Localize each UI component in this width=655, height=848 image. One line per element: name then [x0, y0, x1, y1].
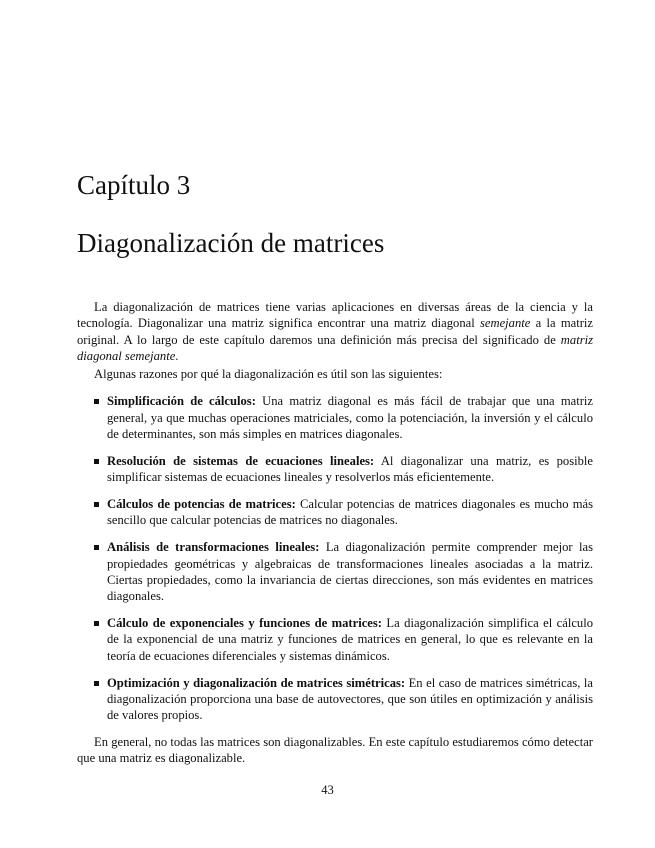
reason-text: Calcular potencias de matrices diagonales es mucho más sencillo que calcular potencias de matrices no diagonales.: [107, 497, 594, 528]
bullet-icon: [94, 545, 99, 550]
intro-text-3: .: [175, 348, 179, 363]
chapter-body: [77, 299, 593, 767]
reason-title: Resolución de sistemas de ecuaciones lineales:: [107, 453, 375, 468]
intro-emphasis-matriz-diagonal: matriz diagonal semejante: [77, 332, 593, 363]
bullet-icon: [94, 502, 99, 507]
bullet-icon: [94, 399, 99, 404]
reasons-intro: Algunas razones por qué la diagonalización es útil son las siguientes:: [94, 367, 443, 382]
list-item: [77, 539, 593, 604]
reason-text: La diagonalización permite comprender mejor las propiedades geométricas y algebraicas de transformaciones lineales asociadas a la matriz. Ciertas propiedades, como la invariancia de ciertas direcciones, son más evidentes en matrices diagonales.: [107, 540, 593, 604]
closing-paragraph: En general, no todas las matrices son diagonalizables. En este capítulo estudiaremos cómo detectar que una matriz es diagonalizable.: [77, 735, 593, 766]
intro-text-1: La diagonalización de matrices tiene varias aplicaciones en diversas áreas de la ciencia y la tecnología. Diagonalizar una matriz significa encontrar una matriz diagonal: [77, 300, 593, 331]
bullet-icon: [94, 681, 99, 686]
intro-text-2: a la matriz original. A lo largo de este capítulo daremos una definición más precisa del significado de: [77, 316, 593, 347]
list-item: [77, 615, 593, 664]
intro-paragraph: [77, 299, 593, 364]
list-item: [77, 393, 593, 442]
reason-text: Al diagonalizar una matriz, es posible simplificar sistemas de ecuaciones lineales y resolverlos más eficientemente.: [107, 453, 593, 485]
bullet-icon: [94, 621, 99, 626]
reason-title: Cálculo de exponenciales y funciones de matrices:: [107, 616, 382, 631]
reason-title: Optimización y diagonalización de matrices simétricas:: [107, 675, 406, 690]
list-item: [77, 675, 593, 724]
intro-emphasis-semejante: semejante: [480, 316, 531, 331]
chapter-label: Capítulo 3: [77, 170, 191, 200]
reason-title: Cálculos de potencias de matrices:: [107, 497, 296, 512]
list-item: [77, 496, 593, 529]
reason-title: Análisis de transformaciones lineales:: [107, 540, 320, 555]
reasons-list: [77, 393, 593, 723]
chapter-title: Diagonalización de matrices: [77, 228, 385, 258]
list-item: [77, 453, 593, 486]
reason-title: Simplificación de cálculos:: [107, 394, 256, 409]
reason-text: La diagonalización simplifica el cálculo de la exponencial de una matriz y funciones de matrices en general, lo que es relevante en la teoría de ecuaciones diferenciales y sistemas dinámicos.: [107, 616, 593, 663]
reason-text: En el caso de matrices simétricas, la diagonalización proporciona una base de autovectores, que son útiles en optimización y análisis de valores propios.: [107, 675, 593, 723]
reason-text: Una matriz diagonal es más fácil de trabajar que una matriz general, ya que muchas operaciones matriciales, como la potenciación, la inversión y el cálculo de determinantes, son más simples en matrices diagonales.: [107, 394, 593, 442]
bullet-icon: [94, 459, 99, 464]
page-number: 43: [321, 783, 334, 797]
